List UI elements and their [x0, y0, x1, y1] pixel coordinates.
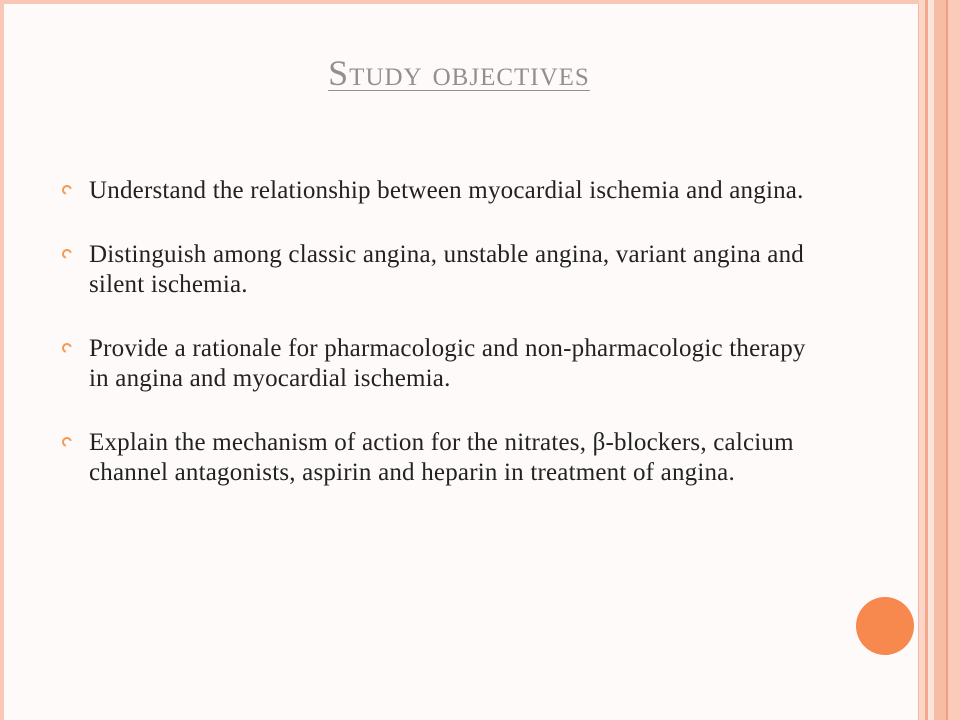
slide-title: Study objectives [328, 53, 590, 93]
objective-item-2 [62, 240, 822, 300]
objective-item-4 [62, 428, 822, 488]
orange-circle-bullet-icon [62, 185, 72, 195]
orange-circle-bullet-icon [62, 249, 72, 259]
objectives-list [62, 176, 822, 522]
objective-text-4: Explain the mechanism of action for the nitrates, β-blockers, calcium channel antagonists, aspirin and heparin in treatment of angina. [89, 429, 794, 486]
right-stripe-4 [934, 0, 946, 720]
objective-text-1: Understand the relationship between myocardial ischemia and angina. [89, 177, 804, 204]
right-stripe-6 [948, 0, 960, 720]
objective-item-1 [62, 176, 822, 206]
orange-circle-bullet-icon [62, 343, 72, 353]
objective-text-2: Distinguish among classic angina, unstable angina, variant angina and silent ischemia. [89, 241, 805, 298]
orange-circle-bullet-icon [62, 437, 72, 447]
objective-item-3 [62, 334, 822, 394]
objective-text-3: Provide a rationale for pharmacologic and non-pharmacologic therapy in angina and myocardial ischemia. [89, 335, 806, 392]
orange-circle-decoration [856, 597, 914, 655]
